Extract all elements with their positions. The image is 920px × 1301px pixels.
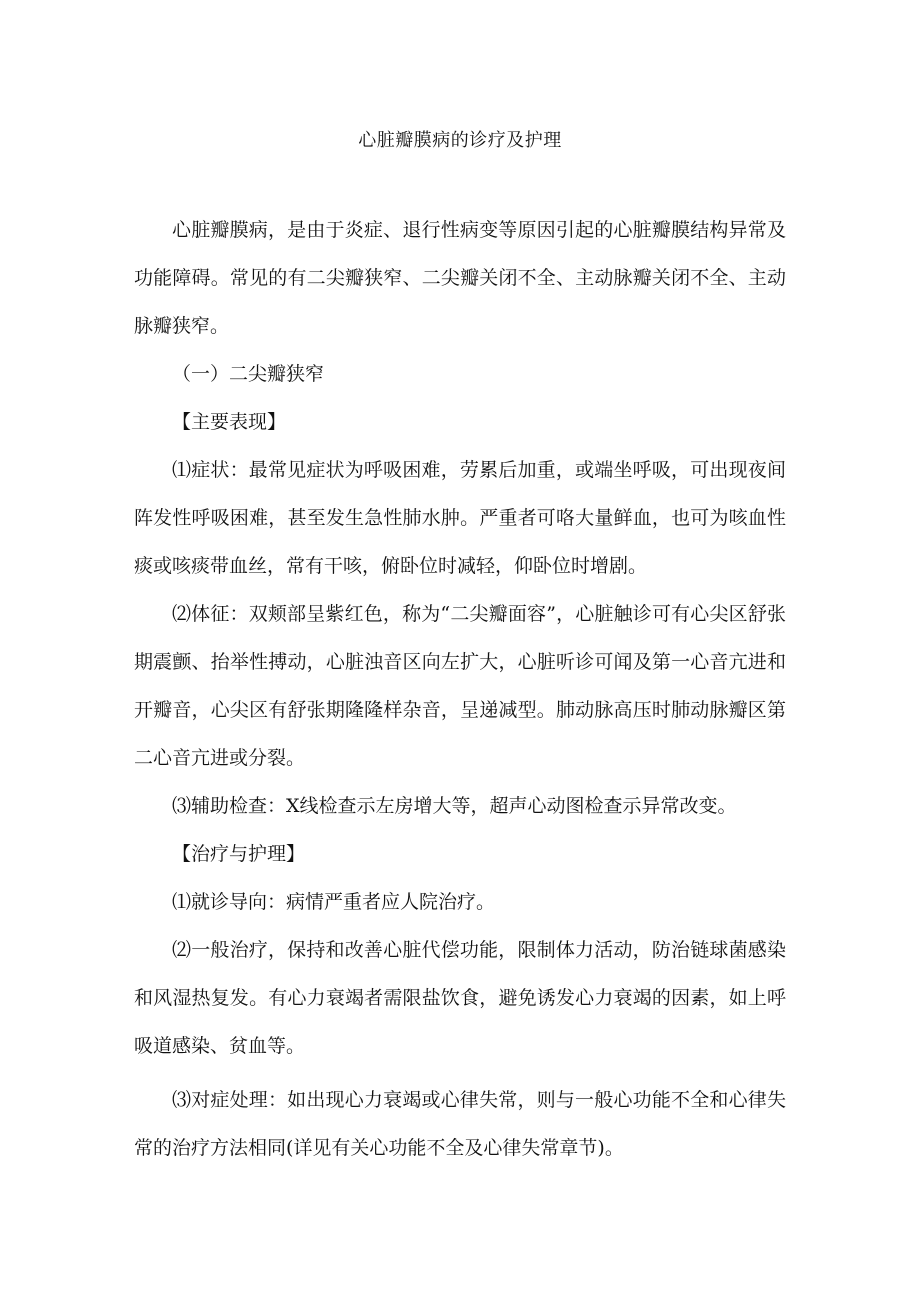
intro-paragraph: 心脏瓣膜病，是由于炎症、退行性病变等原因引起的心脏瓣膜结构异常及功能障碍。常见的有二尖瓣狭窄、二尖瓣关闭不全、主动脉瓣关闭不全、主动脉瓣狭窄。 [134,219,786,337]
auxiliary-exams-paragraph: ⑶辅助检查：X线检查示左房增大等，超声心动图检查示异常改变。 [172,795,737,817]
signs-paragraph: ⑵体征：双颊部呈紫红色，称为“二尖瓣面容”，心脏触诊可有心尖区舒张期震颤、抬举性搏动，心脏浊音区向左扩大，心脏听诊可闻及第一心音亢进和开瓣音，心尖区有舒张期隆隆样杂音，呈递减型。肺动脉高压时肺动脉瓣区第二心音亢进或分裂。 [134,603,786,769]
main-manifestations-heading: 【主要表现】 [172,411,287,433]
symptoms-paragraph: ⑴症状：最常见症状为呼吸困难，劳累后加重，或端坐呼吸，可出现夜间阵发性呼吸困难，甚至发生急性肺水肿。严重者可咯大量鲜血，也可为咳血性痰或咳痰带血丝，常有干咳，俯卧位时减轻，仰卧位时增剧。 [134,459,786,577]
section-title-mitral-stenosis: （一）二尖瓣狭窄 [172,363,325,385]
treatment-item-2: ⑵一般治疗，保持和改善心脏代偿功能，限制体力活动，防治链球菌感染和风湿热复发。有心力衰竭者需限盐饮食，避免诱发心力衰竭的因素，如上呼吸道感染、贫血等。 [134,939,786,1057]
treatment-item-3: ⑶对症处理：如出现心力衰竭或心律失常，则与一般心功能不全和心律失常的治疗方法相同(详见有关心功能不全及心律失常章节)。 [134,1089,786,1159]
document-title: 心脏瓣膜病的诊疗及护理 [358,130,562,151]
treatment-item-1: ⑴就诊导向：病情严重者应人院治疗。 [172,891,496,913]
document-body [134,206,786,1172]
treatment-heading: 【治疗与护理】 [172,843,306,865]
